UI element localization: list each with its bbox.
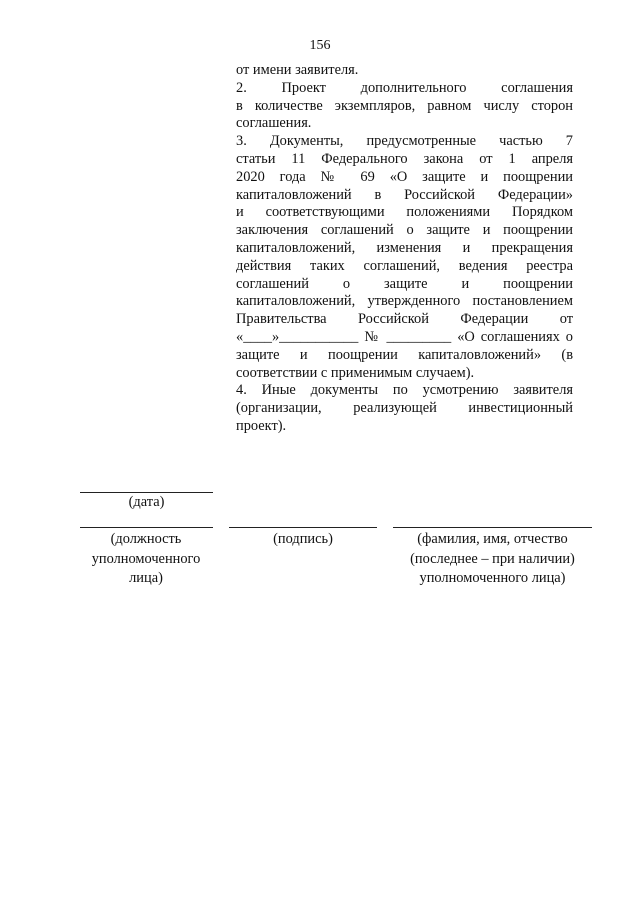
text-line: 2020 года № 69 «О защите и поощрении <box>236 168 573 185</box>
text-line: заключения соглашений о защите и поощрении <box>236 222 573 239</box>
text-line: в количестве экземпляров, равном числу сторон <box>236 97 573 114</box>
text-line: статьи 11 Федерального закона от 1 апреля <box>236 150 573 167</box>
date-caption: (дата) <box>128 494 165 510</box>
text-line: капиталовложений, изменения и прекращения <box>236 239 573 256</box>
text-line: действия таких соглашений, ведения реестра <box>236 257 573 274</box>
text-line: соответствии с применимым случаем). <box>236 364 475 381</box>
text-line: защите и поощрении капиталовложений» (в <box>236 346 573 363</box>
signature-line <box>229 527 377 528</box>
signature-caption: (подпись) <box>273 531 333 547</box>
text-line: 2. Проект дополнительного соглашения <box>236 79 573 96</box>
position-caption-line: лица) <box>129 570 163 586</box>
name-line <box>393 527 592 528</box>
position-line <box>80 527 213 528</box>
name-caption-line: уполномоченного лица) <box>419 570 566 586</box>
text-line: 4. Иные документы по усмотрению заявителя <box>236 382 573 399</box>
document-body <box>236 62 573 436</box>
text-line: от имени заявителя. <box>236 62 359 78</box>
text-line: 3. Документы, предусмотренные частью 7 <box>236 133 573 150</box>
position-caption-line: уполномоченного <box>91 550 201 567</box>
text-line: соглашения. <box>236 115 312 132</box>
text-line: капиталовложений, утвержденного постановлением <box>236 293 573 310</box>
text-line: «____»___________ № _________ «О соглашениях о <box>236 328 573 345</box>
text-line: и соответствующими положениями Порядком <box>236 204 573 221</box>
position-caption-line: (должность <box>110 531 182 547</box>
page-number: 156 <box>309 38 331 53</box>
name-caption-line: (последнее – при наличии) <box>410 550 575 567</box>
text-line: Правительства Российской Федерации от <box>236 311 573 328</box>
text-line: (организации, реализующей инвестиционный <box>236 400 573 417</box>
text-line: соглашений о защите и поощрении <box>236 275 573 292</box>
text-line: проект). <box>236 417 287 434</box>
position-caption <box>66 530 226 589</box>
name-caption-line: (фамилия, имя, отчество <box>417 531 568 547</box>
name-caption <box>380 530 605 589</box>
text-line: капиталовложений в Российской Федерации» <box>236 186 573 203</box>
